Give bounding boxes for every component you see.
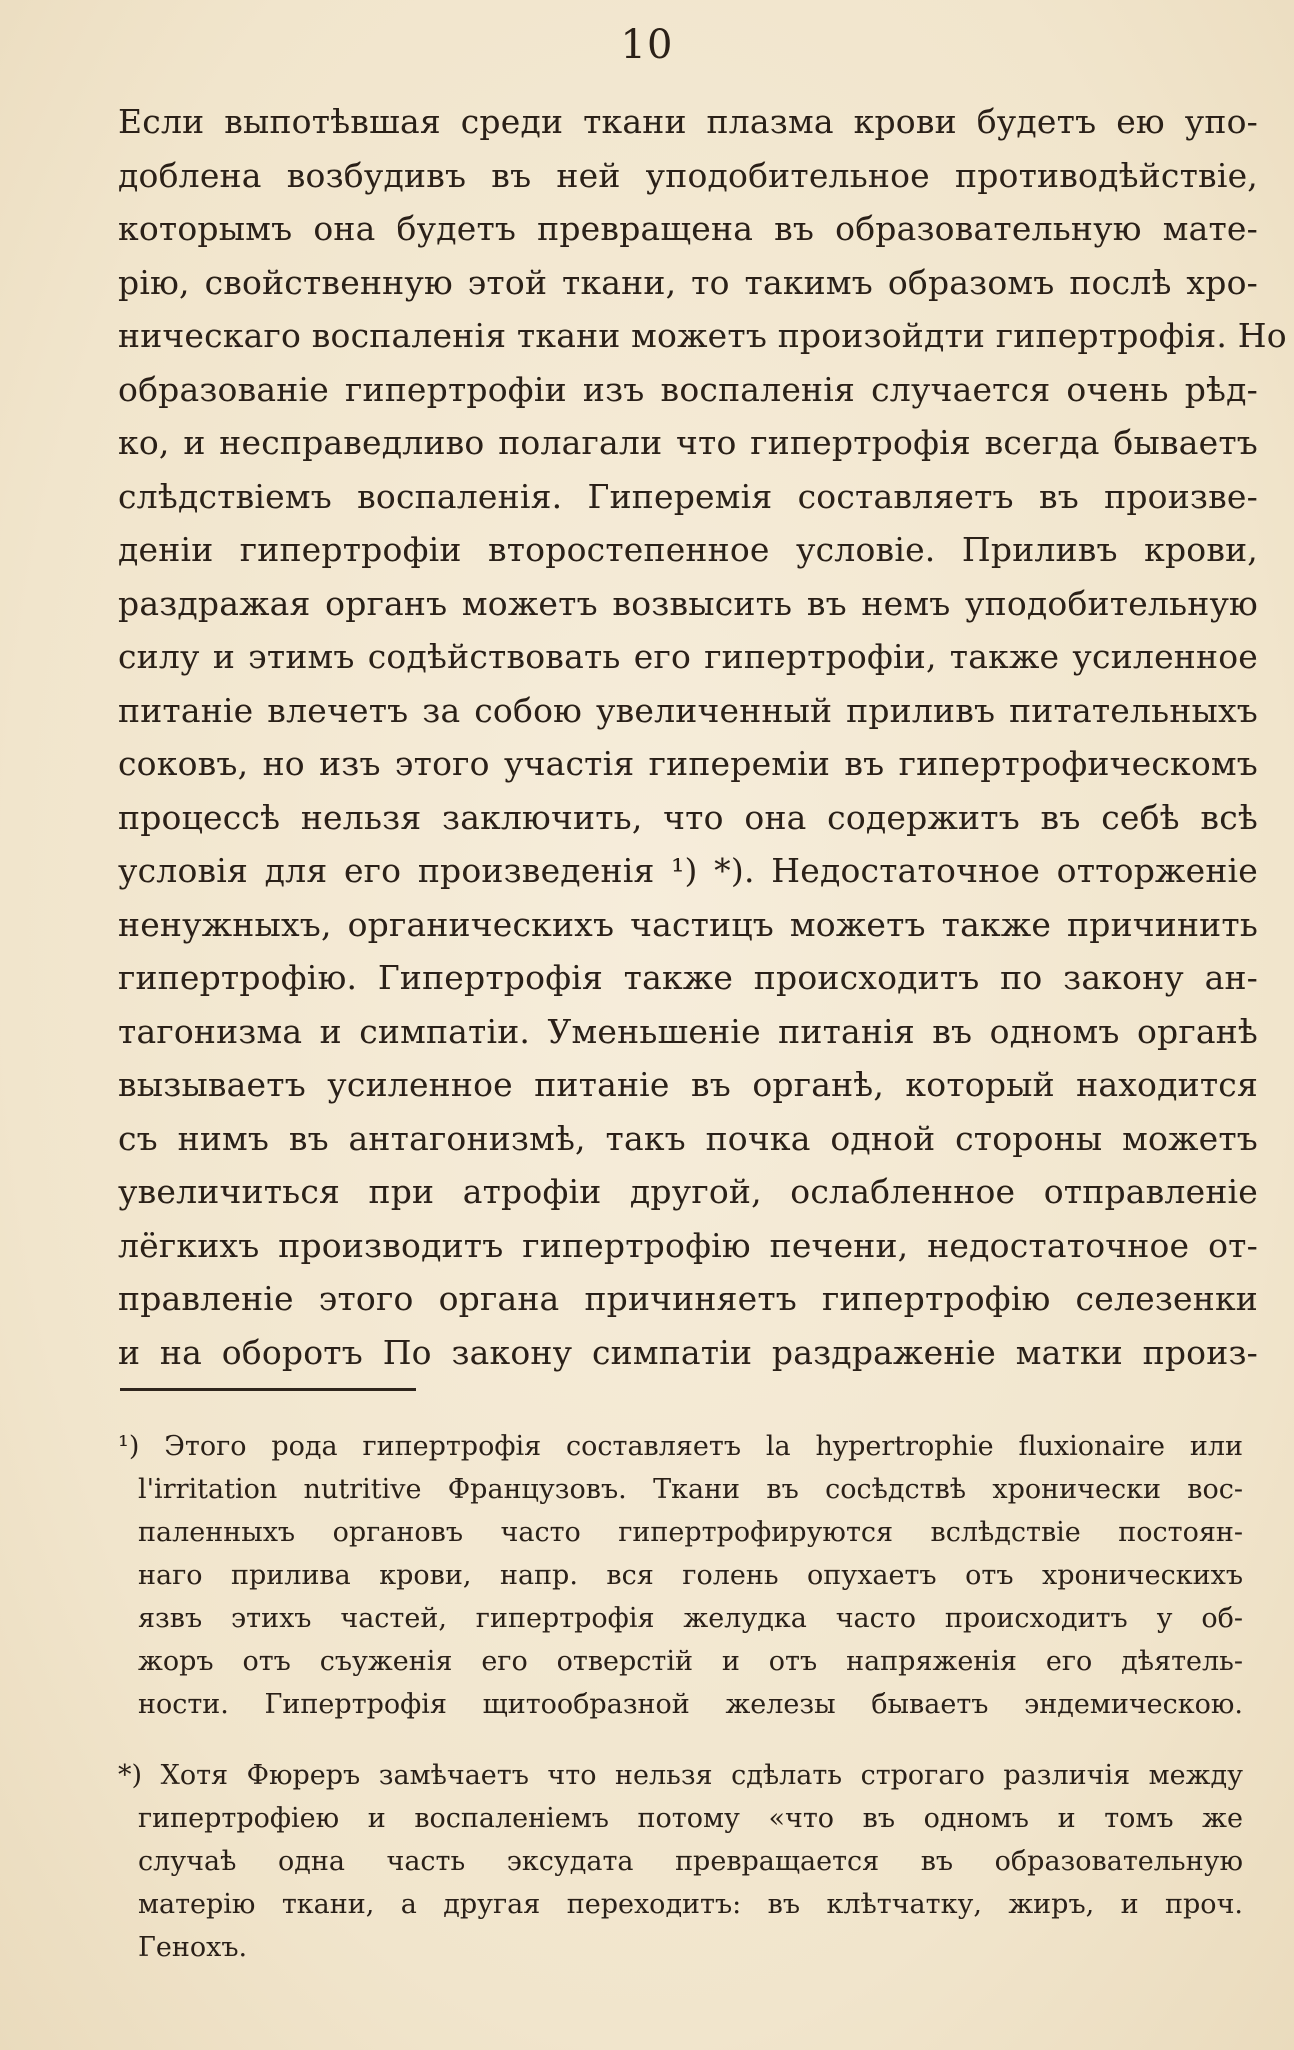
- footnote-line: Генохъ.: [138, 1932, 248, 1963]
- text-line: процессѣ нельзя заключить, что она содержитъ въ себѣ всѣ: [118, 797, 1258, 837]
- text-line: гипертрофію. Гипертрофія также происходитъ по закону ан-: [118, 958, 1258, 997]
- text-line: силу и этимъ содѣйствовать его гипертрофіи, также усиленное: [118, 637, 1258, 676]
- text-line: слѣдствіемъ воспаленія. Гиперемія составляетъ въ произве-: [118, 476, 1258, 516]
- footnote-line: [118, 1754, 1243, 1797]
- text-line: образованіе гипертрофіи изъ воспаленія случается очень рѣд-: [118, 369, 1258, 409]
- text-line: правленіе этого органа причиняетъ гипертрофію селезенки: [118, 1279, 1258, 1318]
- text-line: ненужныхъ, органическихъ частицъ можетъ также причинить: [118, 904, 1258, 944]
- footnote-divider: [120, 1388, 416, 1391]
- footnote-line: жоръ отъ съуженія его отверстій и отъ напряженія его дѣятель-: [138, 1646, 1243, 1677]
- footnote-marker: *): [118, 1760, 143, 1791]
- footnote-line: случаѣ одна часть эксудата превращается въ образовательную: [138, 1846, 1243, 1877]
- footnote-line: ности. Гипертрофія щитообразной железы бываетъ эндемическою.: [138, 1689, 1243, 1720]
- main-text-block: [118, 95, 1287, 1379]
- text-line: соковъ, но изъ этого участія гипереміи въ гипертрофическомъ: [118, 744, 1258, 783]
- text-line: которымъ она будетъ превращена въ образовательную мате-: [118, 209, 1258, 248]
- footnote-line: язвъ этихъ частей, гипертрофія желудка часто происходитъ у об-: [138, 1603, 1243, 1634]
- page-number: 10: [620, 22, 674, 68]
- footnote-text: Этого рода гипертрофія составляетъ la hypertrophie fluxionaire или: [164, 1431, 1243, 1462]
- footnote-marker: ¹): [118, 1431, 140, 1462]
- footnote-line: [118, 1425, 1243, 1468]
- text-line: Если выпотѣвшая среди ткани плазма крови будетъ ею упо-: [118, 102, 1258, 141]
- footnote-1: [118, 1425, 1243, 1726]
- text-line: раздражая органъ можетъ возвысить въ немъ уподобительную: [118, 583, 1258, 623]
- text-line: лёгкихъ производитъ гипертрофію печени, недостаточное от-: [118, 1225, 1258, 1265]
- footnote-2: [118, 1754, 1243, 1969]
- footnote-line: наго прилива крови, напр. вся голень опухаетъ отъ хроническихъ: [138, 1560, 1243, 1591]
- footnote-text: Хотя Фюреръ замѣчаетъ что нельзя сдѣлать строгаго различія между: [160, 1760, 1243, 1791]
- footnotes: [118, 1425, 1243, 1997]
- text-line: съ нимъ въ антагонизмѣ, такъ почка одной стороны можетъ: [118, 1118, 1258, 1158]
- footnote-line: паленныхъ органовъ часто гипертрофируются вслѣдствіе постоян-: [138, 1517, 1243, 1548]
- text-line: доблена возбудивъ въ ней уподобительное противодѣйствіе,: [118, 155, 1258, 195]
- text-line: ко, и несправедливо полагали что гипертрофія всегда бываетъ: [118, 423, 1258, 462]
- footnote-line: l'irritation nutritive Французовъ. Ткани въ сосѣдствѣ хронически вос-: [138, 1474, 1243, 1505]
- text-line: вызываетъ усиленное питаніе въ органѣ, который находится: [118, 1065, 1258, 1104]
- text-line: ническаго воспаленія ткани можетъ произойдти гипертрофія. Но: [118, 316, 1287, 355]
- text-line: деніи гипертрофіи второстепенное условіе. Приливъ крови,: [118, 530, 1258, 569]
- text-line: и на оборотъ По закону симпатіи раздраженіе матки произ-: [118, 1332, 1258, 1372]
- footnote-line: матерію ткани, а другая переходитъ: въ клѣтчатку, жиръ, и проч.: [138, 1889, 1243, 1920]
- text-line: условія для его произведенія ¹) *). Недостаточное отторженіе: [118, 851, 1258, 890]
- text-line: тагонизма и симпатіи. Уменьшеніе питанія въ одномъ органѣ: [118, 1011, 1258, 1051]
- text-line: увеличиться при атрофіи другой, ослабленное отправленіе: [118, 1172, 1258, 1211]
- footnote-line: гипертрофіею и воспаленіемъ потому «что въ одномъ и томъ же: [138, 1803, 1243, 1834]
- text-line: питаніе влечетъ за собою увеличенный приливъ питательныхъ: [118, 690, 1258, 730]
- text-line: рію, свойственную этой ткани, то такимъ образомъ послѣ хро-: [118, 262, 1258, 302]
